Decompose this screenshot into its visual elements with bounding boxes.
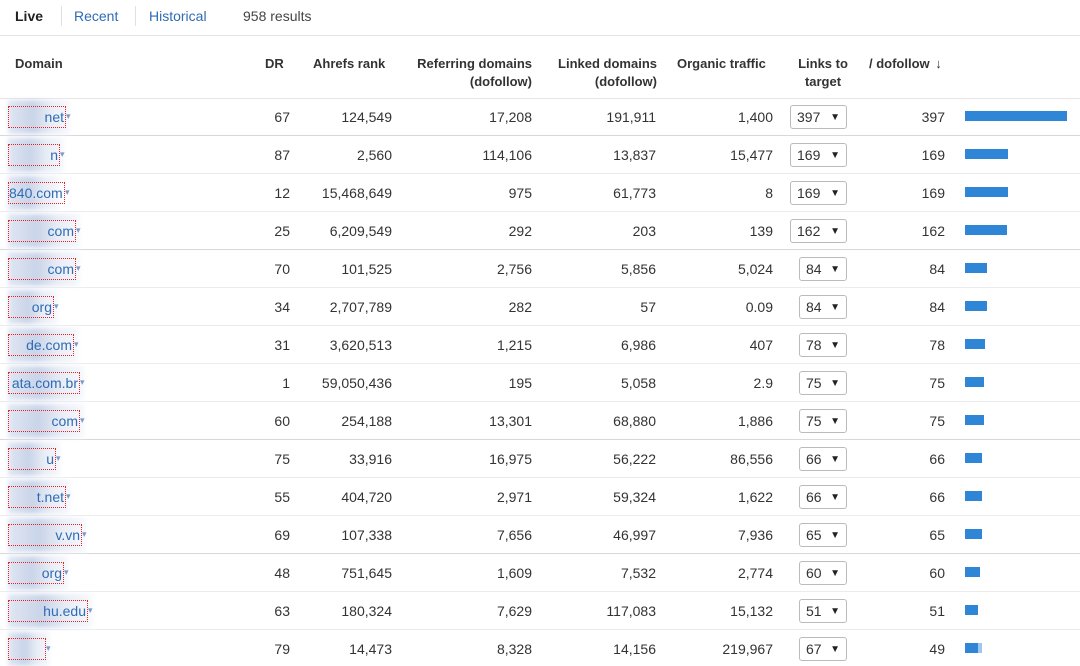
column-header-linked-domains[interactable] — [540, 55, 657, 91]
domain-link[interactable]: hu.edu — [8, 600, 88, 622]
caret-down-icon[interactable]: ▾ — [76, 263, 81, 273]
referring-domains-value: 1,215 — [496, 337, 532, 353]
column-header-ahrefs-rank[interactable]: Ahrefs rank — [313, 56, 386, 71]
select-value: 51 — [806, 603, 822, 619]
chevron-down-icon: ▼ — [830, 302, 840, 313]
select-value: 66 — [806, 489, 822, 505]
linked-domains-value: 57 — [640, 299, 656, 315]
dofollow-value: 84 — [929, 261, 945, 277]
chevron-down-icon: ▼ — [830, 226, 840, 237]
table-row — [0, 250, 1080, 288]
dofollow-bar — [965, 605, 978, 615]
dofollow-bar — [965, 529, 982, 539]
table-row — [0, 98, 1080, 136]
dofollow-bar — [965, 453, 982, 463]
links-to-target-select[interactable] — [799, 257, 847, 281]
arrow-down-icon: ↓ — [935, 56, 942, 71]
select-value: 169 — [797, 147, 821, 163]
caret-down-icon[interactable]: ▾ — [80, 415, 85, 425]
dofollow-value: 66 — [929, 489, 945, 505]
dofollow-bar — [965, 187, 1008, 197]
organic-traffic-value: 2,774 — [737, 565, 773, 581]
ahrefs-rank-value: 180,324 — [341, 603, 392, 619]
dofollow-value: 75 — [929, 375, 945, 391]
dofollow-bar — [965, 111, 1067, 121]
linked-domains-value: 61,773 — [613, 185, 656, 201]
organic-traffic-value: 1,886 — [737, 413, 773, 429]
column-header-sublabel: (dofollow) — [594, 74, 657, 89]
organic-traffic-value: 15,477 — [730, 147, 773, 163]
dofollow-bar — [965, 415, 984, 425]
links-to-target-select[interactable] — [799, 295, 847, 319]
domain-link[interactable]: v.vn — [8, 524, 82, 546]
dofollow-bar — [965, 225, 1007, 235]
table-row — [0, 174, 1080, 212]
column-header-dofollow[interactable] — [869, 55, 942, 73]
dofollow-bar — [965, 339, 985, 349]
referring-domains-value: 7,629 — [496, 603, 532, 619]
dofollow-bar — [965, 643, 978, 653]
dr-value: 79 — [274, 641, 290, 657]
organic-traffic-value: 8 — [765, 185, 773, 201]
dofollow-value: 75 — [929, 413, 945, 429]
select-value: 66 — [806, 451, 822, 467]
domain-link[interactable]: org — [8, 296, 54, 318]
dr-value: 69 — [274, 527, 290, 543]
referring-domains-value: 17,208 — [489, 109, 532, 125]
table-row — [0, 402, 1080, 440]
linked-domains-value: 191,911 — [606, 109, 656, 125]
ahrefs-rank-value: 6,209,549 — [329, 223, 392, 239]
chevron-down-icon: ▼ — [830, 606, 840, 617]
linked-domains-value: 5,058 — [620, 375, 656, 391]
links-to-target-select[interactable] — [799, 409, 847, 433]
select-value: 78 — [806, 337, 822, 353]
caret-down-icon[interactable]: ▾ — [80, 377, 85, 387]
chevron-down-icon: ▼ — [830, 378, 840, 389]
organic-traffic-value: 0.09 — [745, 299, 773, 315]
table-row — [0, 554, 1080, 592]
ahrefs-rank-value: 101,525 — [341, 261, 392, 277]
linked-domains-value: 6,986 — [620, 337, 656, 353]
domain-link[interactable]: com — [8, 220, 76, 242]
column-header-label: Linked domains — [558, 56, 657, 71]
organic-traffic-value: 407 — [749, 337, 773, 353]
dr-value: 12 — [274, 185, 290, 201]
caret-down-icon[interactable]: ▾ — [54, 301, 59, 311]
tab-historical[interactable]: Historical — [149, 8, 207, 24]
dr-value: 67 — [274, 109, 290, 125]
dofollow-bar — [965, 567, 980, 577]
select-value: 162 — [797, 223, 821, 239]
domain-link[interactable]: org — [8, 562, 64, 584]
table-row — [0, 516, 1080, 554]
dofollow-bar — [965, 149, 1008, 159]
caret-down-icon[interactable]: ▾ — [82, 529, 87, 539]
tab-live[interactable]: Live — [15, 8, 44, 24]
caret-down-icon[interactable]: ▾ — [88, 605, 93, 615]
dofollow-bar — [965, 263, 987, 273]
links-to-target-select[interactable] — [790, 219, 847, 243]
referring-domains-value: 8,328 — [496, 641, 532, 657]
domain-link[interactable]: n — [8, 144, 60, 166]
organic-traffic-value: 7,936 — [737, 527, 773, 543]
linked-domains-value: 7,532 — [620, 565, 656, 581]
dr-value: 48 — [274, 565, 290, 581]
caret-down-icon[interactable]: ▾ — [66, 491, 71, 501]
table-row — [0, 136, 1080, 174]
column-header-label: / dofollow — [869, 56, 930, 71]
column-header-domain[interactable]: Domain — [15, 56, 63, 71]
ahrefs-rank-value: 107,338 — [341, 527, 392, 543]
dofollow-value: 49 — [929, 641, 945, 657]
dr-value: 70 — [274, 261, 290, 277]
select-value: 84 — [806, 299, 822, 315]
chevron-down-icon: ▼ — [830, 568, 840, 579]
caret-down-icon[interactable]: ▾ — [64, 567, 69, 577]
dofollow-value: 162 — [921, 223, 945, 239]
referring-domains-value: 282 — [508, 299, 532, 315]
table-row — [0, 326, 1080, 364]
select-value: 75 — [806, 375, 822, 391]
domain-link[interactable]: net — [8, 106, 66, 128]
linked-domains-value: 59,324 — [613, 489, 656, 505]
dr-value: 31 — [274, 337, 290, 353]
table-row — [0, 288, 1080, 326]
caret-down-icon[interactable]: ▾ — [46, 643, 51, 653]
table-row — [0, 212, 1080, 250]
organic-traffic-value: 219,967 — [722, 641, 773, 657]
dofollow-value: 66 — [929, 451, 945, 467]
tab-divider — [61, 6, 62, 26]
select-value: 65 — [806, 527, 822, 543]
referring-domains-value: 1,609 — [496, 565, 532, 581]
dr-value: 87 — [274, 147, 290, 163]
caret-down-icon[interactable]: ▾ — [65, 187, 70, 197]
dofollow-bar — [965, 301, 987, 311]
table-row — [0, 630, 1080, 666]
dofollow-value: 78 — [929, 337, 945, 353]
table-row — [0, 364, 1080, 402]
domain-link[interactable]: ata.com.br — [8, 372, 80, 394]
ahrefs-rank-value: 404,720 — [341, 489, 392, 505]
organic-traffic-value: 5,024 — [737, 261, 773, 277]
dofollow-value: 60 — [929, 565, 945, 581]
ahrefs-rank-value: 2,560 — [356, 147, 392, 163]
dr-value: 25 — [274, 223, 290, 239]
dr-value: 1 — [282, 375, 290, 391]
chevron-down-icon: ▼ — [830, 188, 840, 199]
caret-down-icon[interactable]: ▾ — [56, 453, 61, 463]
referring-domains-value: 7,656 — [496, 527, 532, 543]
domain-link[interactable]: u — [8, 448, 56, 470]
caret-down-icon[interactable]: ▾ — [76, 225, 81, 235]
links-to-target-select[interactable] — [790, 181, 847, 205]
select-value: 169 — [797, 185, 821, 201]
ahrefs-rank-value: 254,188 — [341, 413, 392, 429]
referring-domains-value: 195 — [508, 375, 532, 391]
linked-domains-value: 117,083 — [606, 603, 656, 619]
tab-bar — [0, 0, 1080, 36]
ahrefs-rank-value: 751,645 — [341, 565, 392, 581]
dr-value: 60 — [274, 413, 290, 429]
dr-value: 75 — [274, 451, 290, 467]
dofollow-value: 397 — [921, 109, 945, 125]
dr-value: 55 — [274, 489, 290, 505]
dr-value: 34 — [274, 299, 290, 315]
chevron-down-icon: ▼ — [830, 112, 840, 123]
chevron-down-icon: ▼ — [830, 454, 840, 465]
ahrefs-rank-value: 59,050,436 — [321, 375, 392, 391]
links-to-target-select[interactable] — [799, 333, 847, 357]
select-value: 397 — [797, 109, 821, 125]
table-row — [0, 592, 1080, 630]
referring-domains-value: 975 — [508, 185, 532, 201]
links-to-target-select[interactable] — [799, 561, 847, 585]
linked-domains-value: 13,837 — [613, 147, 656, 163]
domain-link[interactable] — [8, 638, 46, 660]
domain-link[interactable]: t.net — [8, 486, 66, 508]
dofollow-value: 169 — [921, 147, 945, 163]
organic-traffic-value: 1,400 — [737, 109, 773, 125]
organic-traffic-value: 15,132 — [730, 603, 773, 619]
column-header-sublabel: target — [804, 74, 842, 89]
chevron-down-icon: ▼ — [830, 416, 840, 427]
ahrefs-rank-value: 33,916 — [349, 451, 392, 467]
chevron-down-icon: ▼ — [830, 530, 840, 541]
ahrefs-rank-value: 14,473 — [349, 641, 392, 657]
column-header-organic-traffic[interactable]: Organic traffic — [677, 56, 766, 71]
select-value: 75 — [806, 413, 822, 429]
select-value: 67 — [806, 641, 822, 657]
caret-down-icon[interactable]: ▾ — [60, 149, 65, 159]
chevron-down-icon: ▼ — [830, 340, 840, 351]
dofollow-value: 169 — [921, 185, 945, 201]
chevron-down-icon: ▼ — [830, 644, 840, 655]
table-header — [0, 37, 1080, 99]
column-header-referring-domains[interactable] — [400, 55, 532, 91]
links-to-target-select[interactable] — [790, 143, 847, 167]
linked-domains-value: 46,997 — [613, 527, 656, 543]
referring-domains-value: 292 — [508, 223, 532, 239]
caret-down-icon[interactable]: ▾ — [66, 111, 71, 121]
chevron-down-icon: ▼ — [830, 264, 840, 275]
caret-down-icon[interactable]: ▾ — [74, 339, 79, 349]
dofollow-value: 51 — [929, 603, 945, 619]
dr-value: 63 — [274, 603, 290, 619]
links-to-target-select[interactable] — [799, 523, 847, 547]
column-header-dr[interactable]: DR — [265, 56, 284, 71]
links-to-target-select[interactable] — [799, 485, 847, 509]
dofollow-value: 84 — [929, 299, 945, 315]
ahrefs-rank-value: 3,620,513 — [329, 337, 392, 353]
links-to-target-select[interactable] — [799, 371, 847, 395]
linked-domains-value: 68,880 — [613, 413, 656, 429]
domain-link[interactable]: de.com — [8, 334, 74, 356]
linked-domains-value: 14,156 — [613, 641, 656, 657]
dofollow-bar — [965, 491, 982, 501]
linked-domains-value: 5,856 — [620, 261, 656, 277]
ahrefs-rank-value: 124,549 — [341, 109, 392, 125]
organic-traffic-value: 86,556 — [730, 451, 773, 467]
select-value: 60 — [806, 565, 822, 581]
referring-domains-value: 2,971 — [496, 489, 532, 505]
domain-link[interactable]: 840.com — [8, 182, 65, 204]
column-header-links-to-target[interactable] — [786, 55, 860, 91]
referring-domains-value: 2,756 — [496, 261, 532, 277]
referring-domains-value: 13,301 — [489, 413, 532, 429]
links-to-target-select[interactable] — [790, 105, 847, 129]
column-header-label: Referring domains — [417, 56, 532, 71]
links-to-target-select[interactable] — [799, 599, 847, 623]
organic-traffic-value: 1,622 — [737, 489, 773, 505]
select-value: 84 — [806, 261, 822, 277]
results-count: 958 results — [243, 8, 312, 24]
organic-traffic-value: 2.9 — [753, 375, 773, 391]
table-row — [0, 440, 1080, 478]
links-to-target-select[interactable] — [799, 637, 847, 661]
chevron-down-icon: ▼ — [830, 492, 840, 503]
domain-link[interactable]: com — [8, 258, 76, 280]
ahrefs-rank-value: 15,468,649 — [321, 185, 392, 201]
table-row — [0, 478, 1080, 516]
column-header-label: Links to — [798, 56, 848, 71]
chevron-down-icon: ▼ — [830, 150, 840, 161]
referring-domains-value: 114,106 — [482, 147, 532, 163]
organic-traffic-value: 139 — [749, 223, 773, 239]
dofollow-value: 65 — [929, 527, 945, 543]
column-header-sublabel: (dofollow) — [469, 74, 532, 89]
linked-domains-value: 56,222 — [613, 451, 656, 467]
domain-link[interactable]: com — [8, 410, 80, 432]
tab-divider — [135, 6, 136, 26]
ahrefs-rank-value: 2,707,789 — [329, 299, 392, 315]
links-to-target-select[interactable] — [799, 447, 847, 471]
dofollow-bar — [965, 377, 984, 387]
referring-domains-value: 16,975 — [489, 451, 532, 467]
tab-recent[interactable]: Recent — [74, 8, 119, 24]
linked-domains-value: 203 — [632, 223, 656, 239]
